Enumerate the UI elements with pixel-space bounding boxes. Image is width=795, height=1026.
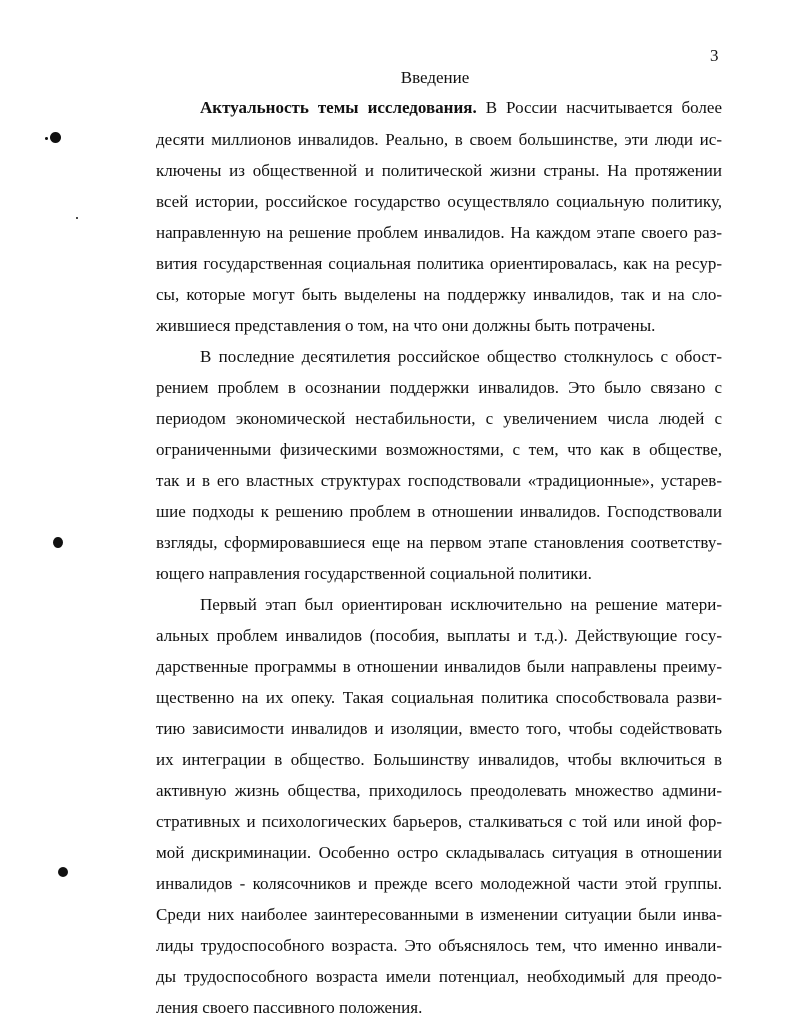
text-line: ющего направления государственной социальной политики.	[156, 564, 592, 583]
text-line: ления своего пассивного положения.	[156, 998, 423, 1017]
text-line: инвалидов - колясочников и прежде всего молодежной части этой группы.	[156, 874, 722, 893]
binder-hole-mark	[50, 132, 61, 143]
text-line: сы, которые могут быть выделены на поддержку инвалидов, так и на сло-	[156, 285, 722, 304]
text-line: Среди них наиболее заинтересованными в изменении ситуации были инва-	[156, 905, 722, 924]
lead-bold: Актуальность темы исследования.	[200, 98, 477, 117]
text-line: всей истории, российское государство осуществляло социальную политику,	[156, 192, 722, 211]
text-line: дарственные программы в отношении инвалидов были направлены преиму-	[156, 657, 722, 676]
text-line: жившиеся представления о том, на что они должны быть потрачены.	[156, 316, 656, 335]
text-line: рением проблем в осознании поддержки инвалидов. Это было связано с	[156, 378, 722, 397]
text-line: мой дискриминации. Особенно остро складывалась ситуация в отношении	[156, 843, 722, 862]
text-line: Первый этап был ориентирован исключительно на решение матери-	[200, 595, 722, 614]
text-line: стративных и психологических барьеров, сталкиваться с той или иной фор-	[156, 812, 722, 831]
text-line: тию зависимости инвалидов и изоляции, вместо того, чтобы содействовать	[156, 719, 722, 738]
binder-hole-mark	[58, 867, 68, 877]
text-line: их интеграции в общество. Большинству инвалидов, чтобы включиться в	[156, 750, 722, 769]
binder-hole-mark	[45, 137, 48, 140]
text-line: альных проблем инвалидов (пособия, выплаты и т.д.). Действующие госу-	[156, 626, 722, 645]
text-line: вития государственная социальная политика ориентировалась, как на ресур-	[156, 254, 722, 273]
text-line: направленную на решение проблем инвалидов. На каждом этапе своего раз-	[156, 223, 722, 242]
text-line: ключены из общественной и политической жизни страны. На протяжении	[156, 161, 722, 180]
lead-rest: В России насчитывается более	[485, 98, 723, 117]
text-line: щественно на их опеку. Такая социальная политика способствовала разви-	[156, 688, 722, 707]
text-line: взгляды, сформировавшиеся еще на первом этапе становления соответству-	[156, 533, 722, 552]
text-line: так и в его властных структурах господствовали «традиционные», устарев-	[156, 471, 722, 490]
text-line: В последние десятилетия российское общество столкнулось с обост-	[200, 347, 722, 366]
text-line: шие подходы к решению проблем в отношении инвалидов. Господствовали	[156, 502, 722, 521]
page-heading: Введение	[400, 68, 470, 87]
text-line: ды трудоспособного возраста имели потенциал, необходимый для преодо-	[156, 967, 722, 986]
scan-speck	[76, 217, 78, 219]
text-line: периодом экономической нестабильности, с увеличением числа людей с	[156, 409, 722, 428]
text-line: лиды трудоспособного возраста. Это объяснялось тем, что именно инвали-	[156, 936, 722, 955]
binder-hole-mark	[53, 537, 63, 548]
text-line: активную жизнь общества, приходилось преодолевать множество админи-	[156, 781, 722, 800]
text-line: ограниченными физическими возможностями, с тем, что как в обществе,	[156, 440, 722, 459]
text-line	[200, 94, 722, 121]
page-number: 3	[710, 46, 719, 65]
text-line: десяти миллионов инвалидов. Реально, в своем большинстве, эти люди ис-	[156, 130, 722, 149]
